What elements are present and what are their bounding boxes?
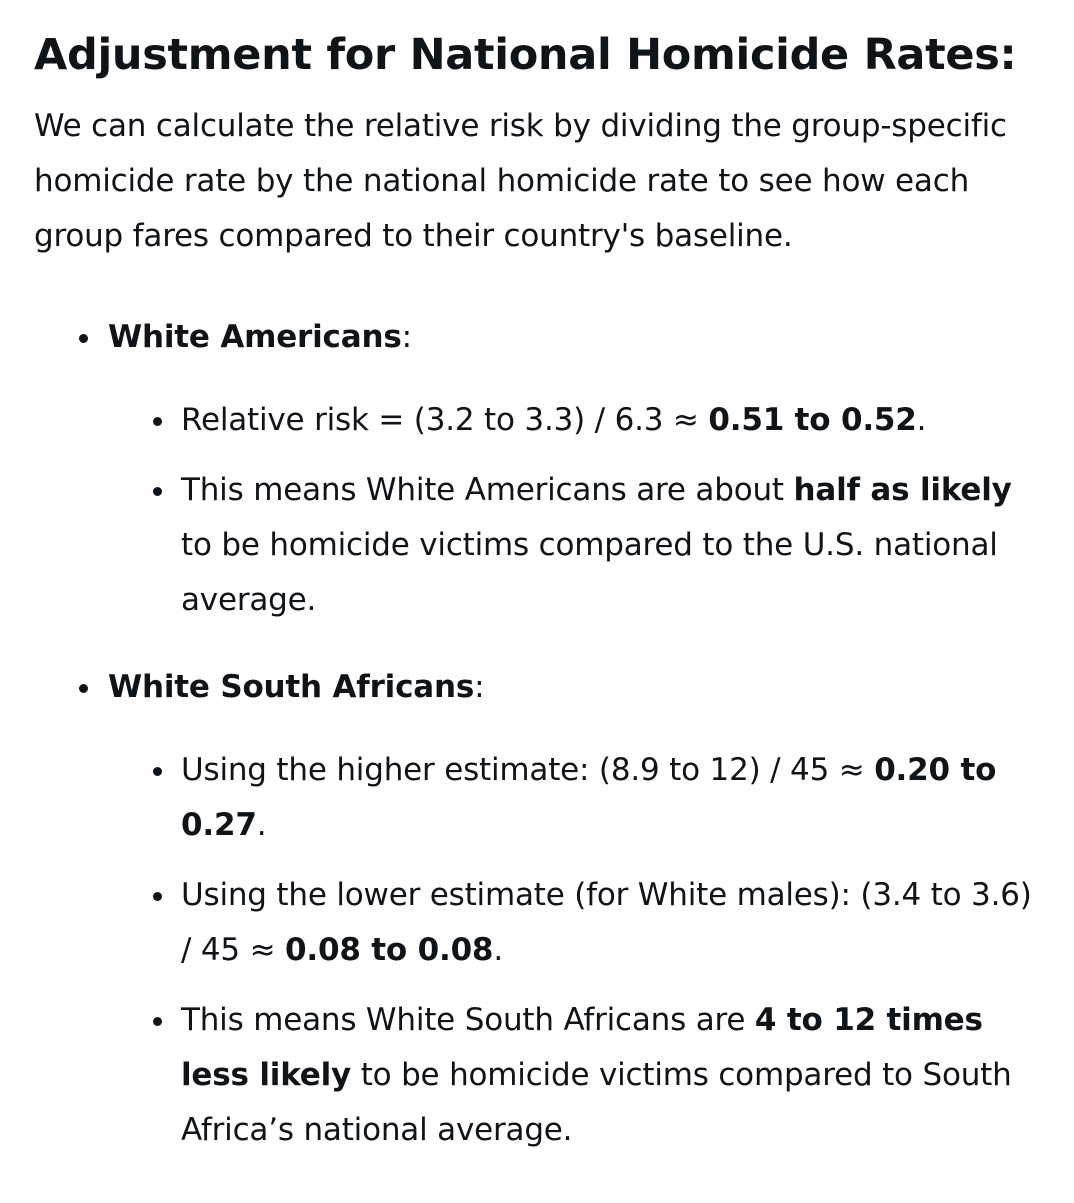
list-item — [108, 868, 1044, 978]
group-name-suffix: : — [401, 319, 412, 355]
point-text: . — [493, 932, 503, 968]
intro-paragraph: We can calculate the relative risk by dividing the group-specific homicide rate by the national homicide rate to see how each group fares compared to their country's baseline. — [34, 108, 1007, 254]
point-text: . — [916, 402, 927, 438]
list-item — [108, 743, 1044, 853]
list-item — [108, 463, 1044, 628]
group-list — [34, 310, 1040, 1158]
point-text: . — [256, 807, 267, 843]
point-list — [108, 393, 1040, 628]
point-text: Relative risk = (3.2 to 3.3) / 6.3 ≈ — [181, 402, 709, 438]
list-item — [108, 993, 1044, 1158]
group-item-white-south-africans — [34, 660, 1040, 1158]
group-item-white-americans — [34, 310, 1040, 628]
point-bold: half as likely — [793, 472, 1012, 508]
point-text: to be homicide victims compared to South Africa’s national average. — [181, 1057, 1012, 1148]
point-list — [108, 743, 1040, 1158]
group-name: White South Africans — [108, 669, 475, 705]
point-text: This means White South Africans are — [181, 1002, 755, 1038]
group-name: White Americans — [108, 319, 402, 355]
point-bold: 0.51 to 0.52 — [708, 402, 917, 438]
list-item — [108, 393, 1044, 448]
point-text: Using the higher estimate: (8.9 to 12) / 45 ≈ — [181, 752, 875, 788]
point-bold: 0.20 to 0.27 — [181, 752, 997, 843]
point-text: This means White Americans are about — [181, 472, 794, 508]
point-text: Using the lower estimate (for White males): (3.4 to 3.6) / 45 ≈ — [181, 877, 1032, 968]
section-heading: Adjustment for National Homicide Rates: — [34, 30, 1017, 80]
point-text: to be homicide victims compared to the U.S. national average. — [181, 527, 998, 618]
point-bold: 0.08 to 0.08 — [285, 932, 494, 968]
point-bold: 4 to 12 times less likely — [181, 1002, 983, 1093]
group-name-suffix: : — [474, 669, 485, 705]
